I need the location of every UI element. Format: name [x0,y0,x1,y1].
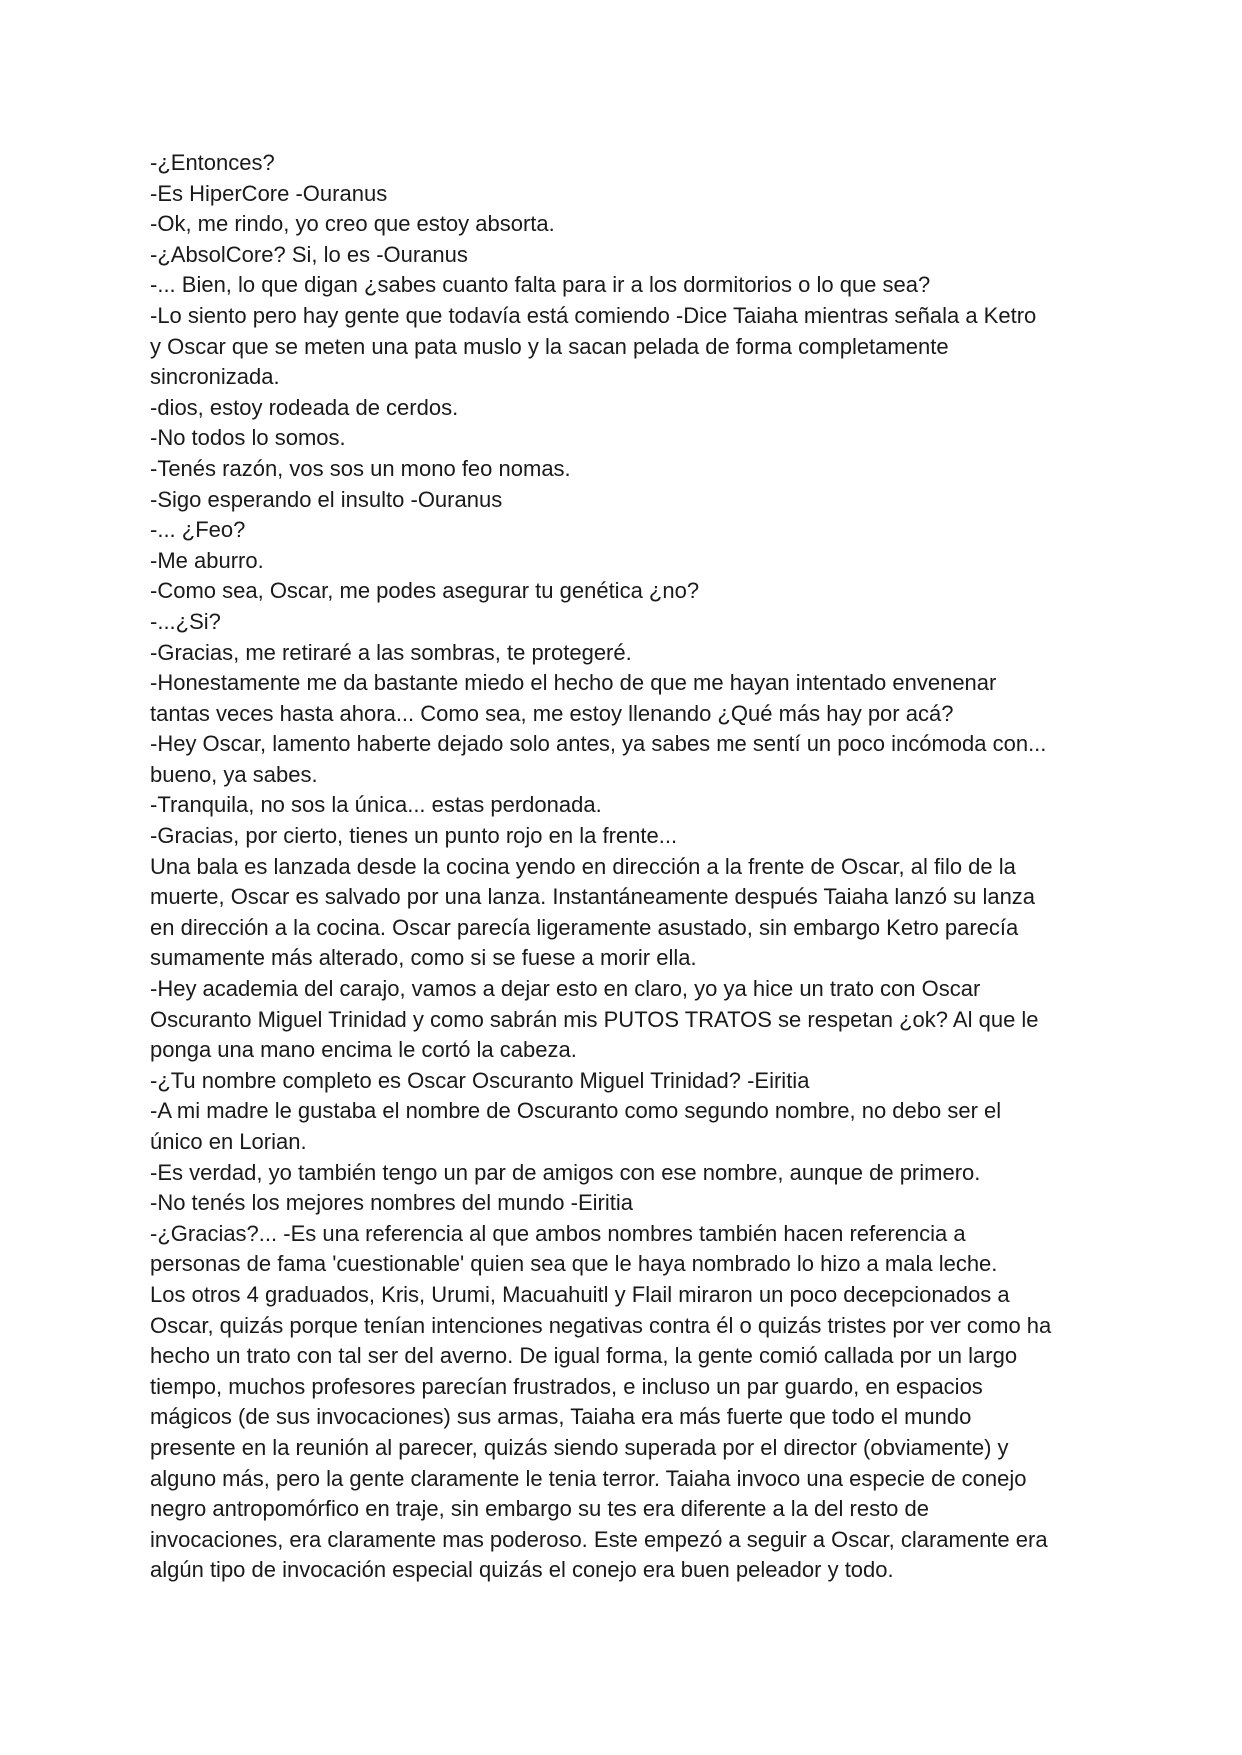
text-line: Los otros 4 graduados, Kris, Urumi, Macuahuitl y Flail miraron un poco decepcionados a [150,1281,1010,1307]
paragraph [150,821,1100,852]
text-line: -Gracias, me retiraré a las sombras, te protegeré. [150,639,632,665]
text-line: personas de fama 'cuestionable' quien sea que le haya nombrado lo hizo a mala leche. [150,1251,998,1277]
text-line: -Lo siento pero hay gente que todavía está comiendo -Dice Taiaha mientras señala a Ketro [150,302,1037,328]
text-line: sincronizada. [150,364,280,390]
paragraph [150,1188,1100,1219]
text-line: -... ¿Feo? [150,517,246,543]
text-line: -¿Gracias?... -Es una referencia al que ambos nombres también hacen referencia a [150,1220,966,1246]
paragraph [150,638,1100,669]
text-line: -Es verdad, yo también tengo un par de amigos con ese nombre, aunque de primero. [150,1159,981,1185]
paragraph [150,546,1100,577]
paragraph [150,1219,1100,1280]
paragraph [150,668,1100,729]
paragraph [150,485,1100,516]
text-line: -¿AbsolCore? Si, lo es -Ouranus [150,241,468,267]
text-line: -Honestamente me da bastante miedo el hecho de que me hayan intentado envenenar [150,670,997,696]
text-line: -Tenés razón, vos sos un mono feo nomas. [150,455,571,481]
paragraph [150,240,1100,271]
text-line: -Ok, me rindo, yo creo que estoy absorta. [150,211,555,237]
paragraph [150,1096,1100,1157]
text-line: -... Bien, lo que digan ¿sabes cuanto falta para ir a los dormitorios o lo que sea? [150,272,931,298]
paragraph [150,454,1100,485]
text-line: -Hey Oscar, lamento haberte dejado solo antes, ya sabes me sentí un poco incómoda con... [150,731,1047,757]
text-line: bueno, ya sabes. [150,761,318,787]
text-line: hecho un trato con tal ser del averno. De igual forma, la gente comió callada por un largo [150,1343,1018,1369]
paragraph [150,301,1100,393]
text-line: -Es HiperCore -Ouranus [150,180,388,206]
text-line: -dios, estoy rodeada de cerdos. [150,394,459,420]
paragraph [150,209,1100,240]
text-line: -¿Tu nombre completo es Oscar Oscuranto Miguel Trinidad? -Eiritia [150,1067,810,1093]
text-line: -¿Entonces? [150,150,275,175]
text-line: tiempo, muchos profesores parecían frustrados, e incluso un par guardo, en espacios [150,1373,983,1399]
paragraph [150,423,1100,454]
text-line: ponga una mano encima le cortó la cabeza. [150,1037,577,1063]
paragraph [150,576,1100,607]
text-line: Oscar, quizás porque tenían intenciones negativas contra él o quizás tristes por ver como ha [150,1312,1052,1338]
text-line: -A mi madre le gustaba el nombre de Oscuranto como segundo nombre, no debo ser el [150,1098,1002,1124]
paragraph [150,393,1100,424]
text-line: -Hey academia del carajo, vamos a dejar esto en claro, yo ya hice un trato con Oscar [150,976,981,1002]
text-line: único en Lorian. [150,1129,307,1154]
text-line: -Como sea, Oscar, me podes asegurar tu genética ¿no? [150,578,700,604]
text-line: en dirección a la cocina. Oscar parecía ligeramente asustado, sin embargo Ketro parecía [150,914,1019,940]
text-line: algún tipo de invocación especial quizás el conejo era buen peleador y todo. [150,1557,894,1583]
text-line: -Tranquila, no sos la única... estas perdonada. [150,792,602,818]
text-line: invocaciones, era claramente mas poderoso. Este empezó a seguir a Oscar, claramente era [150,1526,1048,1552]
text-line: mágicos (de sus invocaciones) sus armas, Taiaha era más fuerte que todo el mundo [150,1404,972,1430]
paragraph [150,790,1100,821]
paragraph [150,179,1100,210]
text-line: -No todos lo somos. [150,425,346,451]
text-line: -No tenés los mejores nombres del mundo -Eiritia [150,1190,633,1216]
text-line: -Gracias, por cierto, tienes un punto rojo en la frente... [150,823,678,849]
document-body [150,148,1100,1586]
paragraph [150,270,1100,301]
text-line: presente en la reunión al parecer, quizás siendo superada por el director (obviamente) y [150,1434,1009,1460]
text-line: -...¿Si? [150,608,221,634]
paragraph [150,148,1100,179]
paragraph [150,607,1100,638]
text-line: tantas veces hasta ahora... Como sea, me estoy llenando ¿Qué más hay por acá? [150,700,954,726]
paragraph [150,852,1100,974]
text-line: -Me aburro. [150,547,264,573]
text-line: alguno más, pero la gente claramente le tenia terror. Taiaha invoco una especie de conejo [150,1465,1027,1491]
paragraph [150,515,1100,546]
text-line: muerte, Oscar es salvado por una lanza. Instantáneamente después Taiaha lanzó su lanza [150,884,1036,910]
paragraph [150,1066,1100,1097]
text-line: Oscuranto Miguel Trinidad y como sabrán mis PUTOS TRATOS se respetan ¿ok? Al que le [150,1006,1039,1032]
paragraph [150,1280,1100,1586]
text-line: negro antropomórfico en traje, sin embargo su tes era diferente a la del resto de [150,1496,930,1522]
text-line: sumamente más alterado, como si se fuese a morir ella. [150,945,697,971]
paragraph [150,729,1100,790]
text-line: -Sigo esperando el insulto -Ouranus [150,486,503,512]
paragraph [150,974,1100,1066]
text-line: y Oscar que se meten una pata muslo y la sacan pelada de forma completamente [150,333,949,359]
paragraph [150,1158,1100,1189]
text-line: Una bala es lanzada desde la cocina yendo en dirección a la frente de Oscar, al filo de la [150,853,1016,879]
